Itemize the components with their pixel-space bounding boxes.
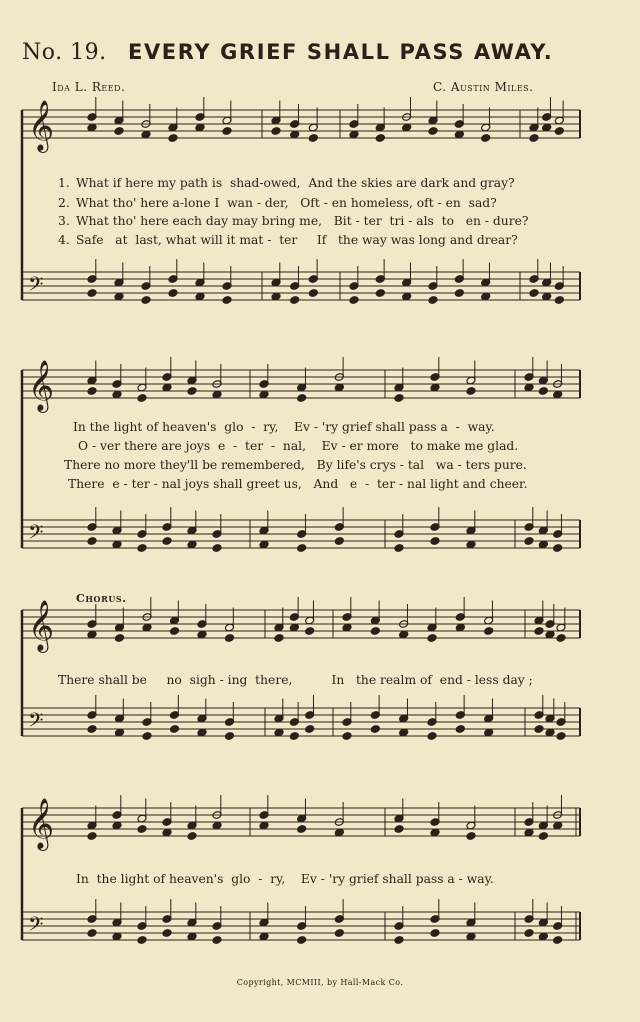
note-head: [87, 929, 97, 938]
note-head: [455, 725, 465, 734]
verse-continuation-1: In the light of heaven's glo - ry, Ev - 'ry grief shall pass a - way.: [73, 420, 495, 434]
note-head: [212, 936, 222, 945]
verse-continuation-2: O - ver there are joys e - ter - nal, Ev - er more to make me glad.: [78, 439, 519, 453]
note-head: [370, 725, 380, 734]
note-head: [430, 537, 440, 546]
note-head: [114, 634, 124, 643]
note-head: [222, 127, 232, 136]
treble-clef-icon: 𝄞: [28, 360, 55, 412]
hymn-number: No. 19.: [22, 40, 107, 65]
note-head: [427, 634, 437, 643]
note-head: [142, 732, 152, 741]
note-head: [529, 289, 539, 298]
note-head: [428, 296, 438, 305]
verse-line-1: 1. What if here my path is shad-owed, And the skies are dark and gray?: [58, 176, 515, 190]
note-head: [114, 127, 124, 136]
note-head: [375, 289, 385, 298]
note-head: [305, 627, 315, 636]
note-head: [430, 929, 440, 938]
note-head: [224, 634, 234, 643]
treble-clef-icon: 𝄞: [28, 600, 55, 652]
note-head: [334, 929, 344, 938]
bass-clef-icon: 𝄢: [28, 520, 44, 549]
note-head: [289, 732, 299, 741]
note-head: [466, 832, 476, 841]
note-head: [529, 134, 539, 143]
note-head: [212, 544, 222, 553]
note-head: [554, 127, 564, 136]
note-head: [297, 544, 307, 553]
note-head: [297, 825, 307, 834]
note-head: [141, 296, 151, 305]
note-head: [342, 732, 352, 741]
note-head: [394, 825, 404, 834]
note-head: [271, 127, 281, 136]
note-head: [394, 394, 404, 403]
note-head: [274, 634, 284, 643]
bass-clef-icon: 𝄢: [28, 708, 44, 737]
note-head: [297, 394, 307, 403]
hymn-title: EVERY GRIEF SHALL PASS AWAY.: [128, 40, 554, 64]
note-head: [168, 134, 178, 143]
note-head: [394, 936, 404, 945]
note-head: [308, 134, 318, 143]
note-head: [187, 832, 197, 841]
note-head: [297, 936, 307, 945]
note-head: [538, 387, 548, 396]
note-head: [162, 537, 172, 546]
note-head: [87, 725, 97, 734]
note-head: [305, 725, 315, 734]
note-head: [169, 627, 179, 636]
composer-credit: C. Austin Miles.: [433, 80, 534, 94]
note-head: [481, 134, 491, 143]
note-head: [466, 387, 476, 396]
note-head: [187, 387, 197, 396]
note-head: [87, 289, 97, 298]
note-head: [169, 725, 179, 734]
note-head: [375, 134, 385, 143]
verse-line-2: 2. What tho' here a-lone I wan - der, Oft - en homeless, oft - en sad?: [58, 196, 497, 210]
note-head: [87, 537, 97, 546]
note-head: [394, 544, 404, 553]
note-head: [534, 725, 544, 734]
verse-continuation-4: There e - ter - nal joys shall greet us, And e - ter - nal light and cheer.: [68, 477, 528, 491]
note-head: [553, 544, 563, 553]
treble-clef-icon: 𝄞: [28, 798, 55, 850]
verse-continuation-3: There no more they'll be remembered, By life's crys - tal wa - ters pure.: [64, 458, 527, 472]
bass-clef-icon: 𝄢: [28, 912, 44, 941]
note-head: [553, 936, 563, 945]
note-head: [538, 832, 548, 841]
note-head: [224, 732, 234, 741]
note-head: [137, 544, 147, 553]
note-head: [137, 936, 147, 945]
note-head: [556, 634, 566, 643]
note-head: [168, 289, 178, 298]
note-head: [524, 537, 534, 546]
note-head: [87, 387, 97, 396]
note-head: [534, 627, 544, 636]
note-head: [554, 296, 564, 305]
verse-line-3: 3. What tho' here each day may bring me, Bit - ter tri - als to en - dure?: [58, 214, 529, 228]
note-head: [524, 929, 534, 938]
note-head: [427, 732, 437, 741]
note-head: [87, 832, 97, 841]
chorus-lyric-1: There shall be no sigh - ing there, In the realm of end - less day ;: [58, 673, 533, 687]
note-head: [428, 127, 438, 136]
note-head: [334, 537, 344, 546]
verse-line-4: 4. Safe at last, what will it mat - ter If the way was long and drear?: [58, 233, 518, 247]
note-head: [137, 825, 147, 834]
note-head: [290, 296, 300, 305]
bass-clef-icon: 𝄢: [28, 272, 44, 301]
author-credit: Ida L. Reed.: [52, 80, 126, 94]
chorus-label: Chorus.: [76, 592, 127, 605]
note-head: [222, 296, 232, 305]
note-head: [484, 627, 494, 636]
note-head: [556, 732, 566, 741]
copyright-notice: Copyright, MCMIII, by Hall-Mack Co.: [236, 978, 404, 987]
note-head: [308, 289, 318, 298]
note-head: [349, 296, 359, 305]
note-head: [454, 289, 464, 298]
note-head: [370, 627, 380, 636]
treble-clef-icon: 𝄞: [28, 100, 55, 152]
chorus-lyric-2: In the light of heaven's glo - ry, Ev - 'ry grief shall pass a - way.: [76, 872, 494, 886]
note-head: [162, 929, 172, 938]
note-head: [137, 394, 147, 403]
